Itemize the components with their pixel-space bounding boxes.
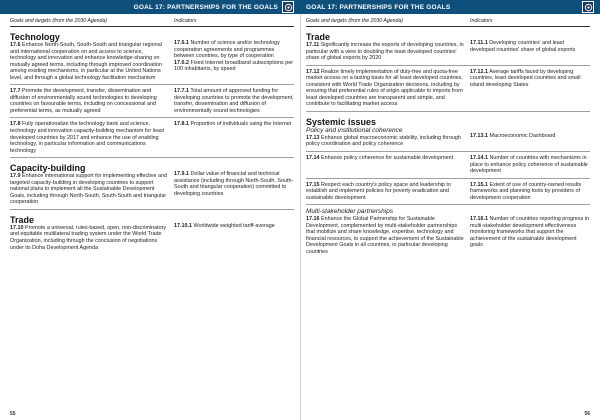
target-text — [306, 135, 464, 148]
indicator-text — [174, 88, 294, 114]
target-number: 17.15 — [306, 181, 320, 188]
indicator-number: 17.9.1 — [174, 171, 189, 178]
indicator-number: 17.7.1 — [174, 88, 189, 95]
subsection-title: Multi-stakeholder partnerships — [306, 208, 394, 216]
subsection-title: Policy and institutional coherence — [306, 126, 403, 134]
header-bar — [0, 0, 300, 14]
indicator-description: Total amount of approved funding for developing countries to promote the development, transfer, dissemination and diffusion of environmentally sound technologies — [174, 88, 294, 114]
target-number: 17.6 — [10, 42, 21, 48]
indicator-text — [470, 69, 590, 89]
indicator-number: 17.16.1 — [470, 216, 488, 223]
table-row — [306, 205, 590, 258]
indicator-cell — [168, 121, 294, 154]
indicator-cell — [168, 213, 294, 251]
indicator-text — [470, 40, 590, 53]
target-text — [10, 88, 168, 114]
table-row — [10, 118, 294, 158]
indicators-column-head: Indicators — [470, 18, 493, 24]
indicator-description: Dollar value of financial and technical assistance (including through North-South, South-South and triangular cooperation) committed to developing countries — [174, 171, 294, 197]
target-number: 17.14 — [306, 155, 320, 162]
target-text — [306, 216, 464, 255]
page-number: 55 — [10, 411, 16, 417]
indicator-text — [174, 223, 294, 230]
header-bar — [300, 0, 600, 14]
indicator-text — [470, 216, 590, 249]
indicator-cell — [464, 30, 590, 62]
goal-17-icon — [582, 1, 594, 13]
target-description: Enhance policy coherence for sustainable development — [321, 155, 454, 162]
section-title: Capacity-building — [10, 163, 86, 174]
target-description: Fully operationalize the technology bank and science, technology and innovation capacity-building mechanism for least developed countries by 2017 and enhance the use of enabling technology, in particular information and communications technology — [10, 121, 165, 154]
target-cell — [10, 88, 168, 114]
target-cell — [10, 161, 168, 206]
target-description: Promote a universal, rules-based, open, non-discriminatory and equitable multilateral trading system under the World Trade Organization, including through the conclusion of negotiations under its Doha Development Agenda — [10, 224, 167, 251]
targets-column-head: Goals and targets (from the 2030 Agenda) — [306, 18, 403, 24]
indicator-description: Average tariffs faced by developing countries, least developed countries and small island developing States — [470, 68, 581, 88]
indicator-number: 17.12.1 — [470, 68, 488, 75]
right-page — [300, 0, 600, 420]
column-header — [306, 18, 590, 27]
target-cell — [10, 213, 168, 251]
indicator-description: Macroeconomic Dashboard — [489, 132, 556, 139]
indicator-cell — [464, 69, 590, 108]
indicator-description: Number of countries with mechanisms in place to enhance policy coherence of sustainable development — [470, 155, 588, 175]
goal-label: GOAL 17: PARTNERSHIPS FOR THE GOALS — [306, 3, 451, 11]
target-number: 17.7 — [10, 88, 21, 95]
target-cell — [10, 121, 168, 154]
target-number: 17.9 — [10, 173, 21, 180]
indicator-description: Proportion of individuals using the Internet — [190, 121, 292, 128]
target-cell — [306, 208, 464, 255]
table-row — [306, 179, 590, 206]
target-cell — [306, 155, 464, 175]
section-title: Systemic issues — [306, 116, 377, 127]
indicator-text — [470, 133, 590, 140]
target-text — [306, 182, 464, 202]
indicator-cell — [168, 30, 294, 81]
target-description: Realize timely implementation of duty-free and quota-free market access on a lasting basis for all least developed countries, consistent with World Trade Organization decisions, including by ensuring that preferential rules of origin applicable to imports from least developed countries are transparent and simple, and contribute to facilitating market access — [306, 68, 463, 108]
target-number: 17.11 — [306, 42, 320, 48]
target-cell — [306, 30, 464, 62]
target-number: 17.16 — [306, 216, 320, 223]
indicator-cell — [464, 208, 590, 255]
table-row — [306, 112, 590, 152]
indicator-description: Number of countries reporting progress in multi-stakeholder development effectiveness monitoring frameworks that support the achievement of the sustainable development goals — [470, 216, 589, 249]
target-number: 17.8 — [10, 121, 21, 128]
indicator-cell — [464, 182, 590, 202]
target-cell — [10, 30, 168, 81]
indicator-text — [174, 60, 294, 73]
target-text — [306, 42, 464, 62]
table-row — [10, 210, 294, 254]
section-title: Technology — [10, 32, 60, 42]
indicators-column-head: Indicators — [174, 18, 197, 24]
indicator-text — [174, 171, 294, 197]
indicator-description: Developing countries' and least developed countries' share of global exports — [470, 40, 576, 53]
indicator-number: 17.14.1 — [470, 155, 488, 162]
target-number: 17.12 — [306, 68, 320, 75]
indicator-text — [470, 155, 590, 175]
table-row — [10, 85, 294, 118]
indicator-text — [174, 40, 294, 60]
table-row — [10, 158, 294, 210]
indicator-number: 17.10.1 — [174, 222, 192, 229]
target-description: Respect each country's policy space and leadership to establish and implement policies for poverty eradication and sustainable development — [306, 181, 451, 201]
indicator-number: 17.11.1 — [470, 40, 488, 46]
target-number: 17.13 — [306, 134, 320, 141]
indicator-description: Extent of use of country-owned results frameworks and planning tools by providers of development cooperation — [470, 181, 582, 201]
target-text — [306, 69, 464, 108]
indicator-number: 17.6.2 — [174, 59, 189, 66]
target-cell — [306, 69, 464, 108]
target-cell — [306, 182, 464, 202]
indicator-number: 17.8.1 — [174, 121, 189, 128]
indicator-cell — [168, 88, 294, 114]
indicator-cell — [464, 115, 590, 148]
column-header — [10, 18, 294, 27]
target-text — [10, 173, 168, 206]
table-row — [306, 152, 590, 179]
target-description: Enhance global macroeconomic stability, including through policy coordination and policy coherence — [306, 134, 461, 148]
left-table — [10, 27, 294, 254]
indicator-text — [470, 182, 590, 202]
indicator-number: 17.6.1 — [174, 40, 189, 46]
table-row — [10, 27, 294, 85]
indicator-number: 17.15.1 — [470, 181, 488, 188]
target-number: 17.10 — [10, 224, 24, 231]
section-title: Trade — [306, 32, 331, 42]
target-description: Significantly increase the exports of developing countries, in particular with a view to doubling the least developed countries' share of global exports by 2020 — [306, 42, 464, 62]
goal-17-icon — [282, 1, 294, 13]
indicator-text — [174, 121, 294, 128]
indicator-description: Number of science and/or technology cooperation agreements and programmes between countries, by type of cooperation — [174, 40, 280, 60]
target-description: Enhance international support for implementing effective and targeted capacity-building in developing countries to support national plans to implement all the Sustainable Development Goals, including through North-South, South-South and triangular cooperation — [10, 173, 167, 206]
table-row — [306, 66, 590, 112]
table-row — [306, 27, 590, 66]
targets-column-head: Goals and targets (from the 2030 Agenda) — [10, 18, 107, 24]
target-text — [306, 155, 464, 162]
target-description: Enhance the Global Partnership for Sustainable Development, complemented by multi-stakeholder partnerships that mobilize and share knowledge, expertise, technology and financial resources, to support the achievement of the Sustainable Development Goals in all countries, in particular developing countries — [306, 216, 464, 256]
page-number: 56 — [584, 411, 590, 417]
target-description: Enhance North-South, South-South and triangular regional and international cooperation on and access to science, technology and innovation and enhance knowledge-sharing on mutually agreed terms, including through improved coordination among existing mechanisms, in particular at the United Nations level, and through a global technology facilitation mechanism — [10, 42, 162, 81]
indicator-number: 17.13.1 — [470, 132, 488, 139]
indicator-cell — [168, 161, 294, 206]
target-description: Promote the development, transfer, dissemination and diffusion of environmentally sound technologies to developing countries on favourable terms, including on concessional and preferential terms, as mutually agreed — [10, 88, 157, 114]
indicator-description: Worldwide weighted tariff-average — [193, 222, 275, 229]
target-cell — [306, 115, 464, 148]
section-title: Trade — [10, 214, 35, 225]
target-text — [10, 225, 168, 251]
target-text — [10, 121, 168, 154]
right-table — [306, 27, 590, 259]
target-text — [10, 42, 168, 81]
indicator-description: Fixed Internet broadband subscriptions per 100 inhabitants, by speed — [174, 59, 293, 73]
goal-label: GOAL 17: PARTNERSHIPS FOR THE GOALS — [133, 3, 278, 11]
indicator-cell — [464, 155, 590, 175]
